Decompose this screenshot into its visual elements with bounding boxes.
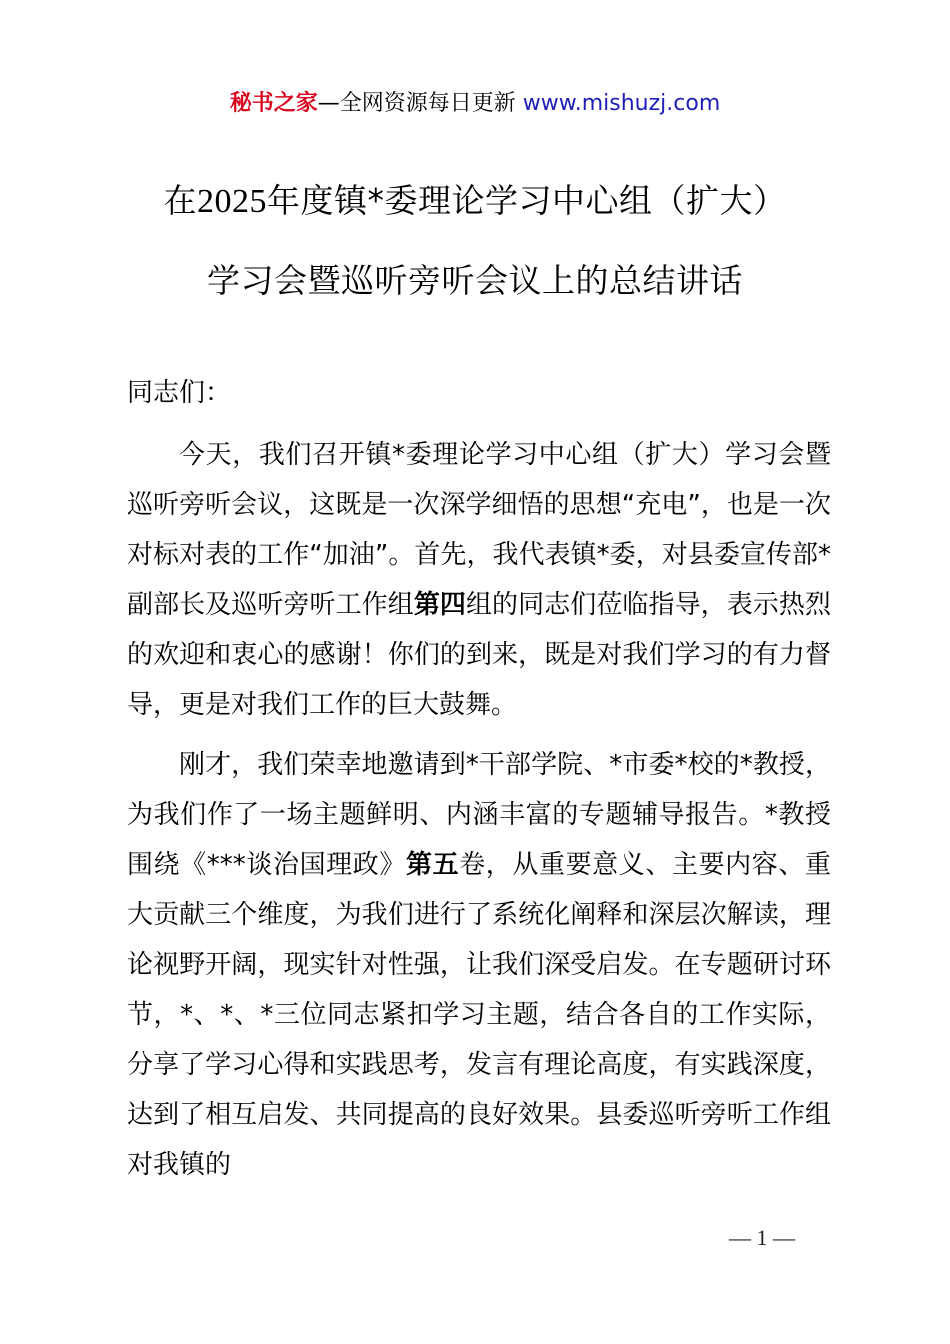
paragraph-2 [127,740,831,1190]
paragraph-1 [127,430,831,730]
banner-url[interactable]: www.mishuzj.com [522,91,721,116]
page-number: — 1 — [729,1225,795,1250]
title-line-1-suffix: 年度镇*委理论学习中心组（扩大） [267,181,787,220]
paragraph-2-text-b: 卷，从重要意义、主要内容、重大贡献三个维度，为我们进行了系统化阐释和深层次解读，理论视野开阔，现实针对性强，让我们深受启发。在专题研讨环节，*、*、*三位同志紧扣学习主题，结合各自的工作实际，分享了学习心得和实践思考，发言有理论高度，有实践深度，达到了相互启发、共同提高的良好效果。县委巡听旁听工作组对我镇的 [127,850,831,1180]
paragraph-1-bold: 第四 [413,590,466,620]
document-body [127,368,831,1200]
salutation: 同志们： [127,378,232,408]
paragraph-1-text-a: 今天，我们召开镇*委理论学习中心组（扩大）学习会暨巡听旁听会议，这既是一次深学细悟的思想“充电”，也是一次对标对表的工作“加油”。首先，我代表镇*委，对县委宣传部*副部长及巡听旁听工作组 [127,440,831,620]
brand-name: 秘书之家 [229,91,318,116]
paragraph-2-text-a: 刚才，我们荣幸地邀请到*干部学院、*市委*校的*教授，为我们作了一场主题鲜明、内涵丰富的专题辅导报告。*教授围绕《***谈治国理政》 [127,750,831,880]
document-title [0,178,950,338]
title-year: 2025 [197,183,267,220]
title-line-1-prefix: 在 [163,181,197,220]
title-line-2: 学习会暨巡听旁听会议上的总结讲话 [207,261,743,300]
paragraph-2-bold: 第五 [405,850,460,880]
banner-slogan: —全网资源每日更新 [317,91,523,116]
title-line-1 [0,178,950,258]
site-banner [0,88,950,120]
paragraph-1-text-b: 组的同志们莅临指导，表示热烈的欢迎和衷心的感谢！你们的到来，既是对我们学习的有力督导，更是对我们工作的巨大鼓舞。 [127,590,831,720]
